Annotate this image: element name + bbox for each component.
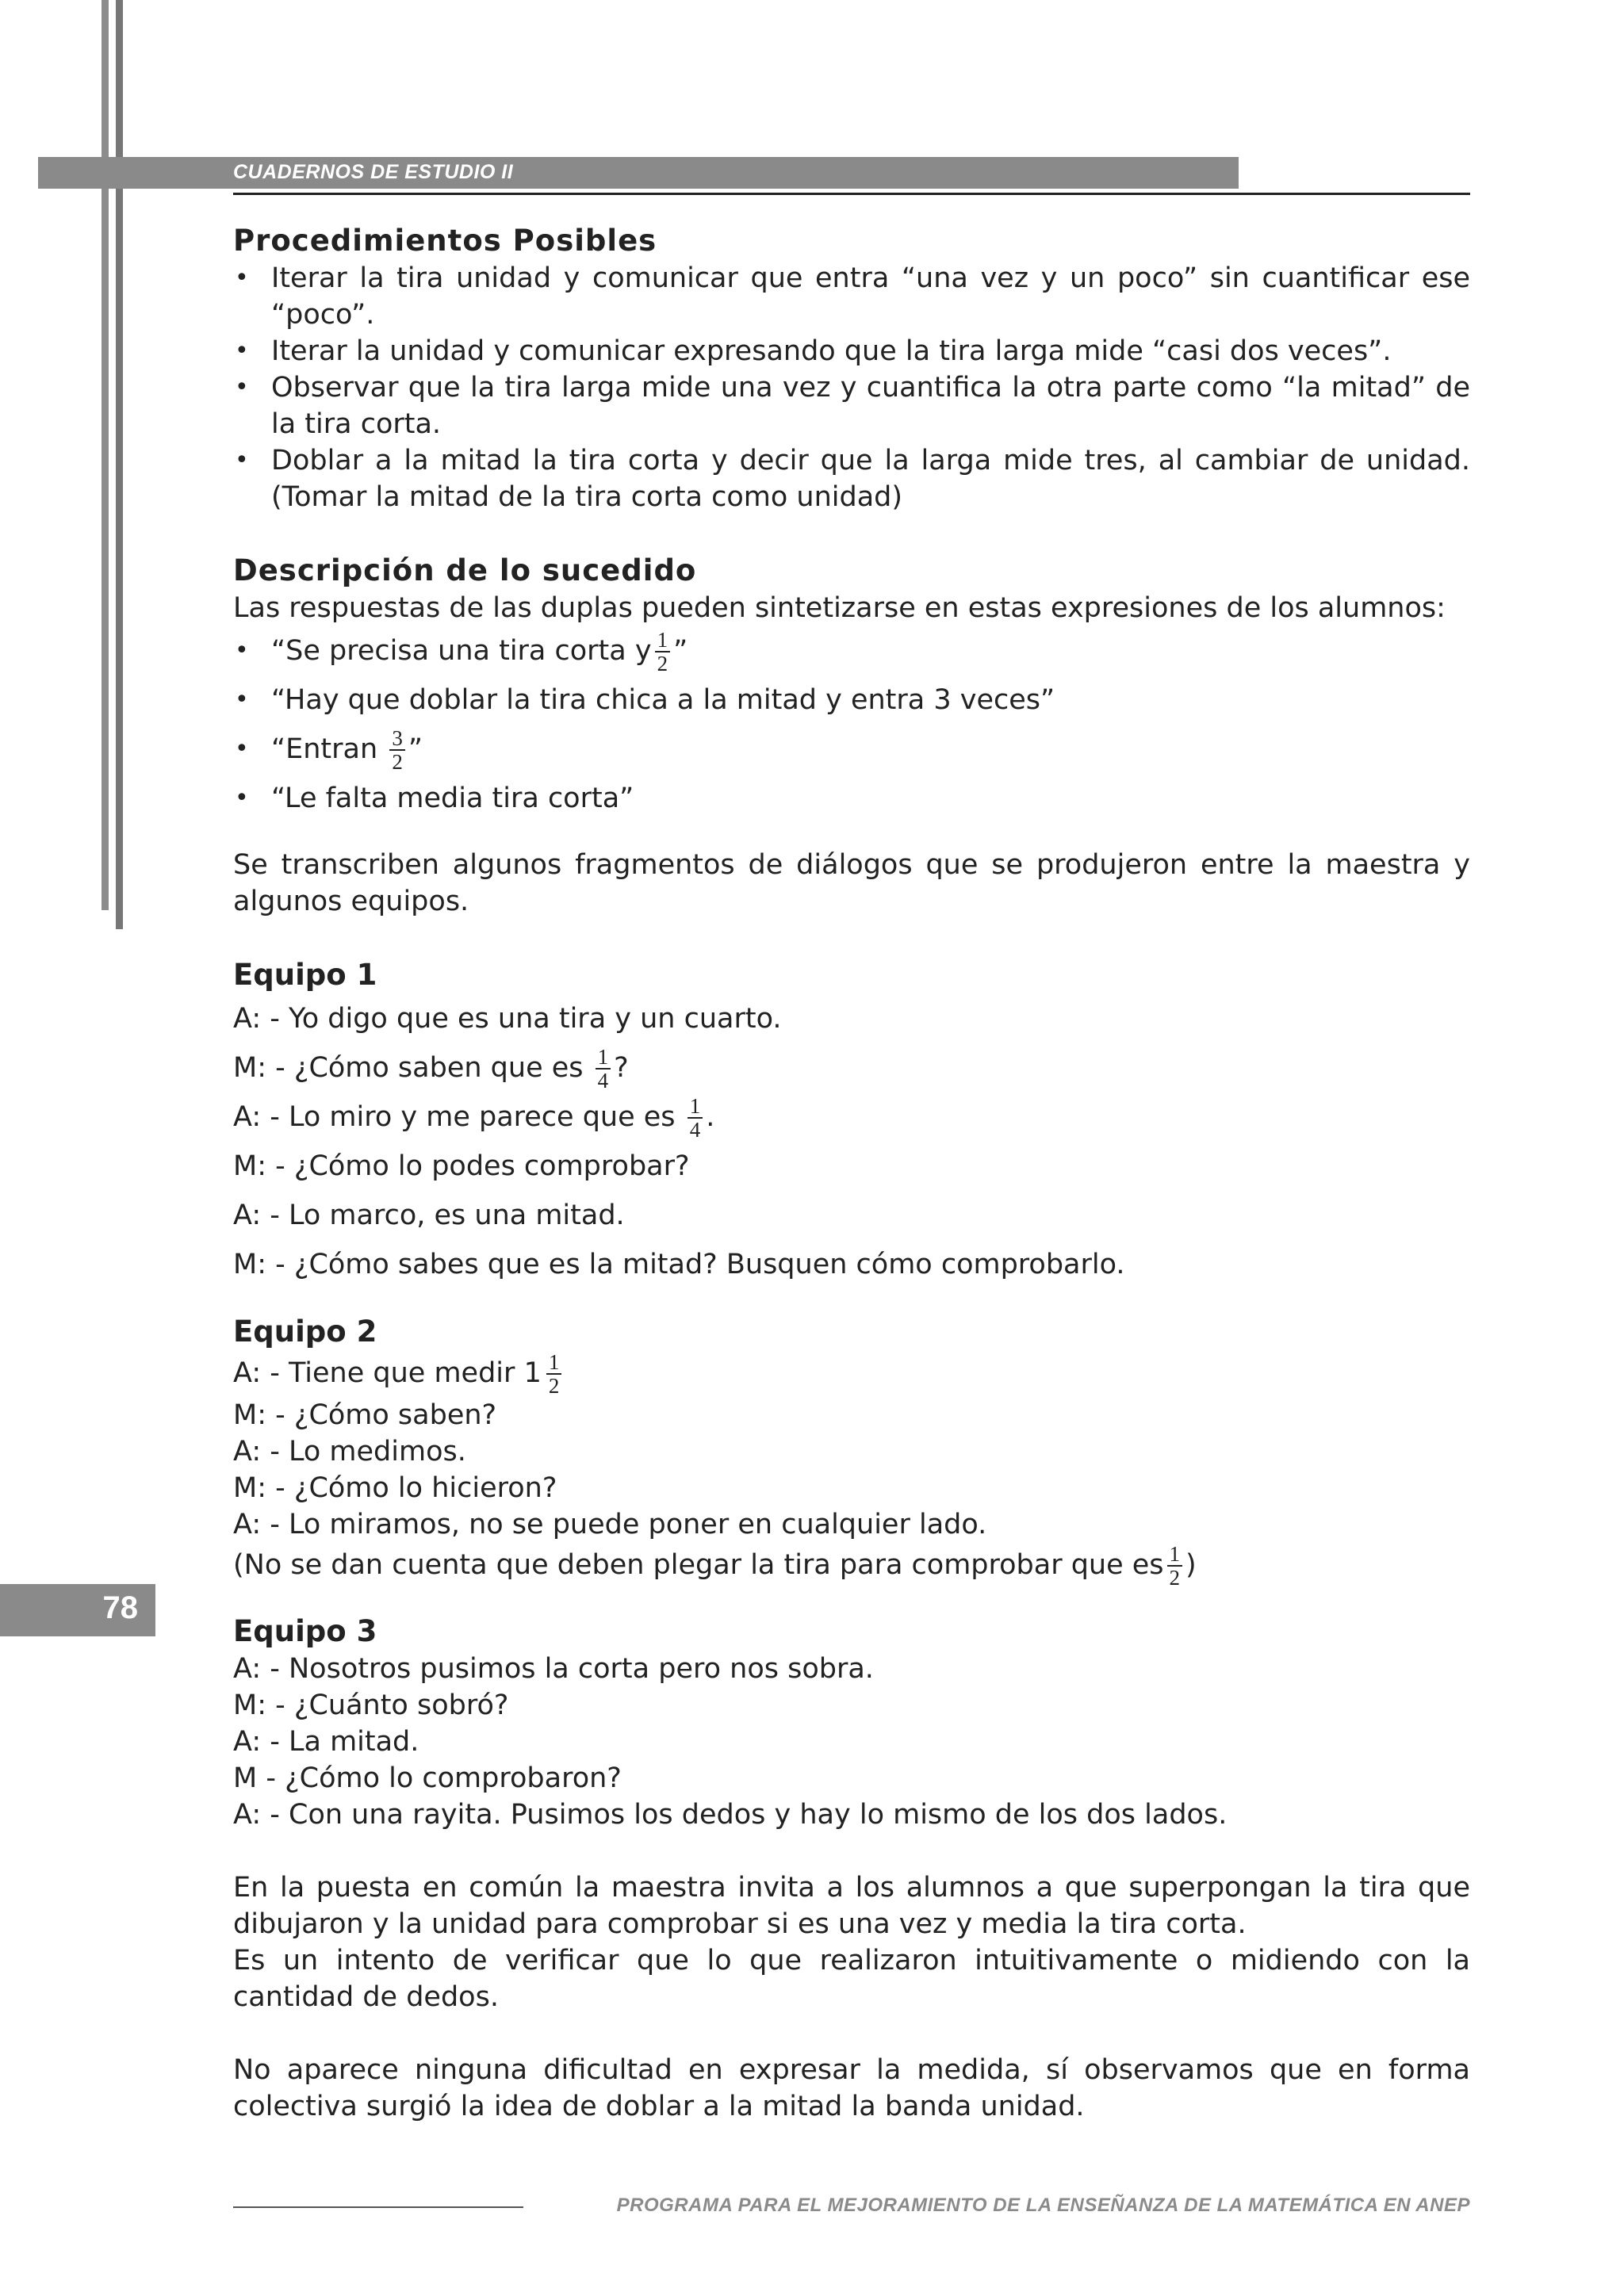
dialogue-line bbox=[233, 1240, 1470, 1289]
fraction-denominator: 2 bbox=[548, 1374, 560, 1398]
list-item: • Observar que la tira larga mide una vez y cuantifica la otra parte como “la mitad” de la tira corta. bbox=[233, 369, 1470, 442]
dialogue-line: M - ¿Cómo lo comprobaron? bbox=[233, 1762, 622, 1794]
footer-rule bbox=[233, 2206, 523, 2208]
fraction-numerator: 1 bbox=[546, 1351, 562, 1375]
dialogue-line bbox=[233, 994, 1470, 1043]
expression-suffix: ” bbox=[408, 733, 423, 765]
dialogue-line bbox=[233, 1506, 1470, 1543]
header-title: CUADERNOS DE ESTUDIO II bbox=[233, 161, 514, 183]
list-item bbox=[233, 725, 1470, 774]
dialogue-suffix: . bbox=[706, 1101, 715, 1133]
expression-text: “Le falta media tira corta” bbox=[271, 783, 634, 814]
margin-bar-outer bbox=[102, 0, 109, 910]
dialogue-text: A: - Yo digo que es una tira y un cuarto. bbox=[233, 1003, 782, 1035]
fraction-numerator: 1 bbox=[655, 629, 671, 652]
fraction-denominator: 4 bbox=[597, 1069, 609, 1093]
fraction bbox=[389, 727, 405, 773]
dialogue-text: A: - Lo marco, es una mitad. bbox=[233, 1200, 625, 1231]
equipo1-section bbox=[233, 956, 1470, 1289]
fraction bbox=[596, 1046, 611, 1092]
equipo2-dialogue bbox=[233, 1351, 1470, 1589]
dialogue-text: M: - ¿Cómo lo podes comprobar? bbox=[233, 1150, 690, 1182]
fraction-numerator: 1 bbox=[688, 1095, 703, 1119]
fraction-denominator: 2 bbox=[657, 652, 668, 675]
mixed-number-whole: 1 bbox=[523, 1357, 542, 1389]
dialogue-suffix: ? bbox=[614, 1052, 629, 1084]
procedimientos-section bbox=[233, 222, 1470, 515]
closing-paragraph-1: En la puesta en común la maestra invita a los alumnos a que superpongan la tira que dibujaron y la unidad para comprobar si es una vez y media la tira corta. bbox=[233, 1872, 1470, 1940]
expression-suffix: ” bbox=[673, 635, 688, 667]
expression-text: “Entran bbox=[271, 733, 378, 765]
header-rule bbox=[233, 193, 1470, 195]
list-item: • Iterar la unidad y comunicar expresando que la tira larga mide “casi dos veces”. bbox=[233, 333, 1470, 369]
dialogue-text: M: - ¿Cómo saben que es bbox=[233, 1052, 584, 1084]
header-band bbox=[38, 157, 1239, 189]
closing-paragraph-3: No aparece ninguna dificultad en expresar la medida, sí observamos que en forma colectiva surgió la idea de doblar a la mitad la banda unidad. bbox=[233, 2054, 1470, 2122]
dialogue-line: A: - La mitad. bbox=[233, 1726, 419, 1758]
dialogue-line: A: - Nosotros pusimos la corta pero nos sobra. bbox=[233, 1653, 874, 1685]
page-number-tab bbox=[0, 1584, 155, 1636]
equipo2-heading: Equipo 2 bbox=[233, 1314, 377, 1349]
fraction-numerator: 1 bbox=[596, 1046, 611, 1070]
dialogue-line bbox=[233, 1470, 1470, 1506]
dialogue-text: A: - Lo miramos, no se puede poner en cualquier lado. bbox=[233, 1509, 987, 1540]
list-item: • Doblar a la mitad la tira corta y decir que la larga mide tres, al cambiar de unidad. (Tomar la mitad de la tira corta como unidad) bbox=[233, 442, 1470, 515]
margin-bar-inner bbox=[116, 0, 123, 929]
dialogue-line bbox=[233, 1433, 1470, 1470]
page-number: 78 bbox=[102, 1590, 138, 1625]
descripcion-heading: Descripción de lo sucedido bbox=[233, 553, 697, 587]
dialogue-line bbox=[233, 1043, 1470, 1093]
dialogue-text: (No se dan cuenta que deben plegar la tira para comprobar que es bbox=[233, 1549, 1164, 1581]
equipo1-dialogue bbox=[233, 994, 1470, 1289]
expression-text: “Hay que doblar la tira chica a la mitad y entra 3 veces” bbox=[271, 684, 1055, 716]
dialogue-text: A: - Lo medimos. bbox=[233, 1436, 466, 1468]
closing-section bbox=[233, 1869, 1470, 2125]
dialogue-text: M: - ¿Cómo lo hicieron? bbox=[233, 1472, 557, 1504]
dialogue-line bbox=[233, 1397, 1470, 1433]
fraction bbox=[688, 1095, 703, 1141]
transcription-intro: Se transcriben algunos fragmentos de diálogos que se produjeron entre la maestra y algunos equipos. bbox=[233, 849, 1470, 917]
fraction-denominator: 4 bbox=[689, 1118, 701, 1142]
fraction bbox=[655, 629, 671, 675]
list-item: • Iterar la tira unidad y comunicar que entra “una vez y un poco” sin cuantificar ese “poco”. bbox=[233, 260, 1470, 333]
dialogue-line bbox=[233, 1351, 1470, 1397]
page-content bbox=[233, 222, 1470, 2125]
dialogue-line bbox=[233, 1142, 1470, 1191]
fraction-denominator: 2 bbox=[1169, 1566, 1181, 1590]
dialogue-text: A: - Tiene que medir bbox=[233, 1357, 515, 1389]
closing-paragraph-2: Es un intento de verificar que lo que realizaron intuitivamente o midiendo con la cantidad de dedos. bbox=[233, 1945, 1470, 2013]
dialogue-suffix: ) bbox=[1185, 1549, 1197, 1581]
dialogue-line: M: - ¿Cuánto sobró? bbox=[233, 1689, 509, 1721]
equipo1-heading: Equipo 1 bbox=[233, 958, 377, 992]
equipo3-section bbox=[233, 1613, 1470, 1833]
fraction bbox=[1167, 1543, 1183, 1589]
fraction-numerator: 3 bbox=[389, 727, 405, 751]
expressions-list bbox=[233, 626, 1470, 823]
expression-text: “Se precisa una tira corta y bbox=[271, 635, 652, 667]
dialogue-line bbox=[233, 1191, 1470, 1240]
procedimientos-list bbox=[233, 260, 1470, 515]
dialogue-text: M: - ¿Cómo sabes que es la mitad? Busquen cómo comprobarlo. bbox=[233, 1249, 1125, 1280]
dialogue-line bbox=[233, 1543, 1470, 1589]
procedimientos-heading: Procedimientos Posibles bbox=[233, 224, 657, 258]
fraction-numerator: 1 bbox=[1167, 1543, 1183, 1567]
descripcion-section bbox=[233, 552, 1470, 920]
fraction-denominator: 2 bbox=[392, 750, 403, 774]
list-item bbox=[233, 675, 1470, 725]
dialogue-line bbox=[233, 1093, 1470, 1142]
footer-text: PROGRAMA PARA EL MEJORAMIENTO DE LA ENSEÑANZA DE LA MATEMÁTICA EN ANEP bbox=[616, 2195, 1470, 2216]
dialogue-line: A: - Con una rayita. Pusimos los dedos y hay lo mismo de los dos lados. bbox=[233, 1799, 1228, 1831]
dialogue-text: M: - ¿Cómo saben? bbox=[233, 1399, 497, 1431]
dialogue-text: A: - Lo miro y me parece que es bbox=[233, 1101, 676, 1133]
fraction bbox=[546, 1351, 562, 1397]
equipo2-section bbox=[233, 1313, 1470, 1589]
list-item bbox=[233, 626, 1470, 675]
descripcion-intro: Las respuestas de las duplas pueden sintetizarse en estas expresiones de los alumnos: bbox=[233, 592, 1446, 624]
list-item bbox=[233, 774, 1470, 823]
equipo3-heading: Equipo 3 bbox=[233, 1614, 377, 1648]
